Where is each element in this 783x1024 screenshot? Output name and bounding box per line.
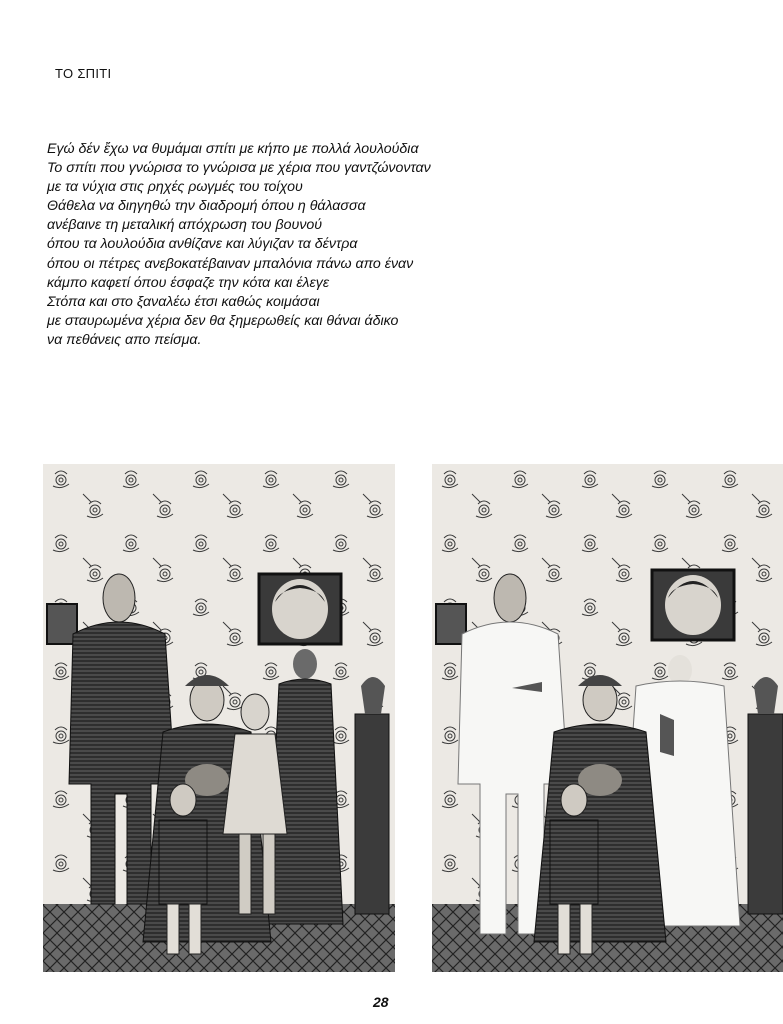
poem-line: Θάθελα να διηγηθώ την διαδρομή όπου η θάλασσα [47, 198, 366, 215]
poem-line: όπου οι πέτρες ανεβοκατέβαιναν μπαλόνια πάνω απο έναν [47, 255, 414, 272]
poem-line: ανέβαινε τη μεταλική απόχρωση του βουνού [47, 217, 323, 234]
poem-line: όπου τα λουλούδια ανθίζανε και λύγιζαν τα δέντρα [47, 236, 358, 253]
collage-image-right [432, 464, 783, 972]
collage-image-left [43, 464, 395, 972]
poem-line: Το σπίτι που γνώρισα το γνώρισα με χέρια που γαντζώνονταν [47, 160, 431, 177]
poem-line: με τα νύχια στις ρηχές ρωγμές του τοίχου [47, 179, 303, 196]
poem-line: κάμπο καφετί όπου έσφαζε την κότα και έλεγε [47, 274, 330, 291]
poem-line: Στόπα και στο ξαναλέω έτσι καθώς κοιμάσαι [47, 293, 320, 310]
section-title: ΤΟ ΣΠΙΤΙ [55, 66, 112, 81]
page-number: 28 [373, 994, 389, 1010]
poem-line: με σταυρωμένα χέρια δεν θα ξημερωθείς και θάναι άδικο [47, 312, 399, 329]
poem [47, 140, 607, 350]
poem-line: Εγώ δέν ἔχω να θυμάμαι σπίτι με κήπο με πολλά λουλούδια [47, 141, 419, 157]
poem-line: να πεθάνεις απο πείσμα. [47, 331, 202, 348]
